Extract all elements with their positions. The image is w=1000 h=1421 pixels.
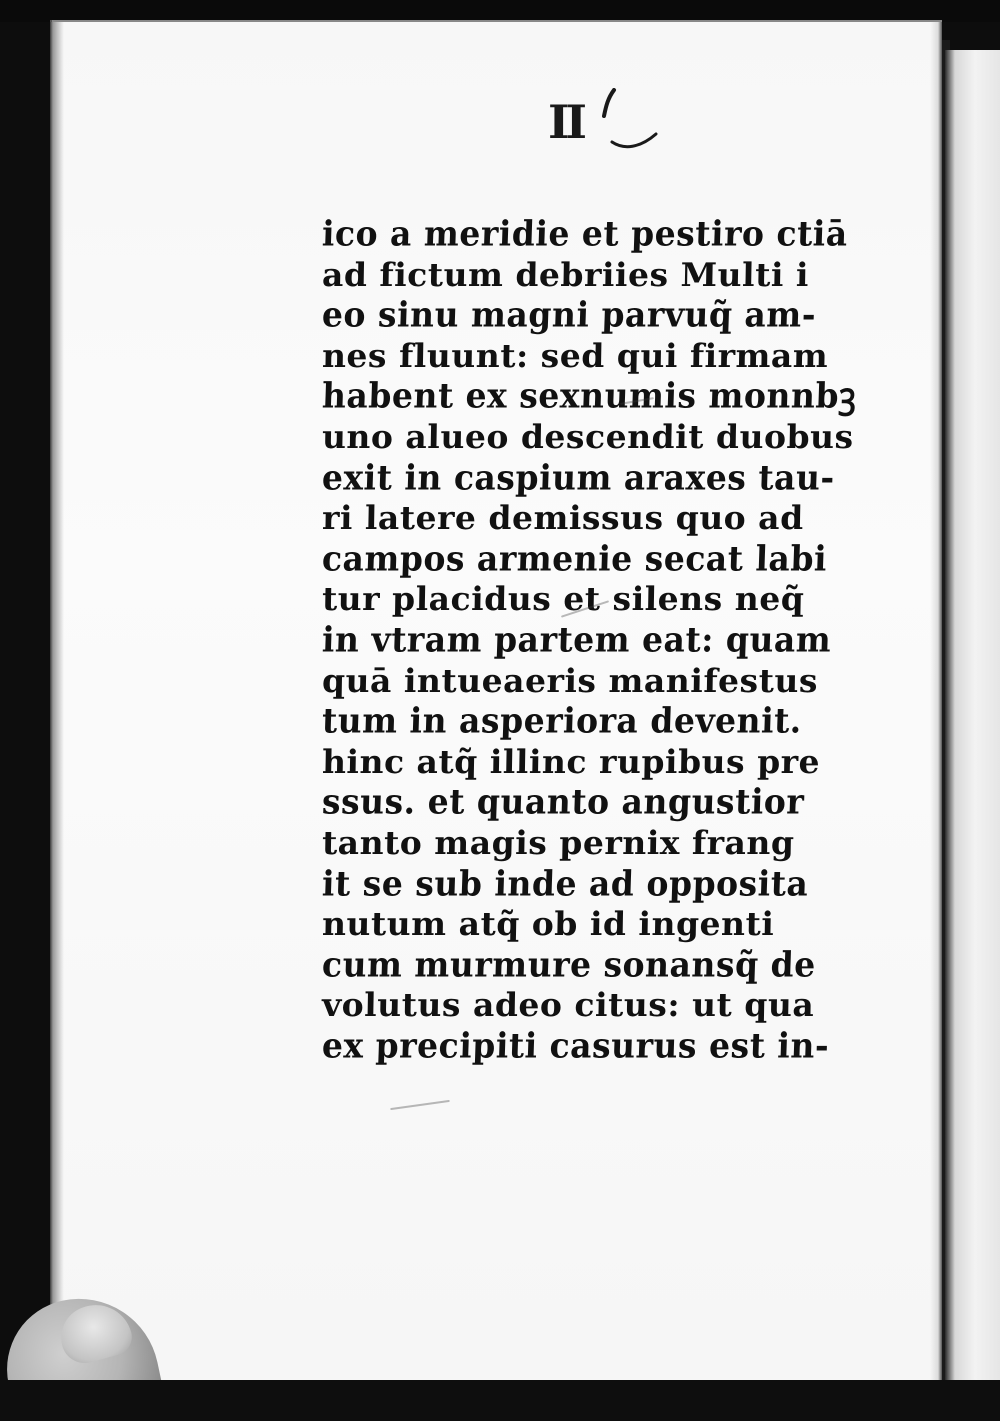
text-line: tanto magis pernix frang [321, 823, 795, 862]
manuscript-text [321, 212, 858, 1066]
text-line: ssus. et quanto angustior [321, 781, 806, 823]
scan-bottom-edge [0, 1380, 1000, 1421]
text-line: exit in caspium araxes tau- [321, 456, 836, 498]
text-line: eo sinu magni parvuq̃ am- [321, 294, 817, 336]
folio-tail-flourish [610, 128, 660, 150]
text-line: tum in asperiora devenit. [321, 700, 803, 742]
text-line: it se sub inde ad opposita [321, 862, 810, 904]
text-line: campos armenie secat labi [321, 537, 828, 579]
text-line: nes fluunt: sed qui firmam [321, 336, 829, 375]
text-line: volutus adeo citus: ut qua [321, 985, 815, 1024]
text-line: nutum atq̃ ob id ingenti [321, 904, 775, 943]
text-line: ri latere demissus quo ad [321, 498, 805, 537]
text-line: hinc atq̃ illinc rupibus pre [321, 742, 821, 781]
folio-number: II [548, 95, 584, 149]
text-line: cum murmure sonansq̃ de [321, 943, 817, 985]
page-right-edge [930, 22, 942, 1382]
text-line: ex precipiti casurus est in- [321, 1024, 830, 1066]
text-line: uno alueo descendit duobus [321, 417, 855, 456]
text-line: in vtram partem eat: quam [321, 618, 832, 660]
facing-leaf [945, 50, 1000, 1380]
text-line: ico a meridie et pestiro ctiā [321, 212, 849, 254]
text-line: tur placidus et silens neq̃ [321, 579, 805, 618]
folio-flourish [598, 88, 618, 118]
text-line: habent ex sexnumis monnbꝫ [321, 375, 858, 417]
scan-top-edge [0, 0, 1000, 22]
page-left-edge [50, 22, 64, 1382]
text-line: quā intueaeris manifestus [321, 660, 819, 700]
text-line: ad fictum debriies Multi i [321, 254, 810, 294]
